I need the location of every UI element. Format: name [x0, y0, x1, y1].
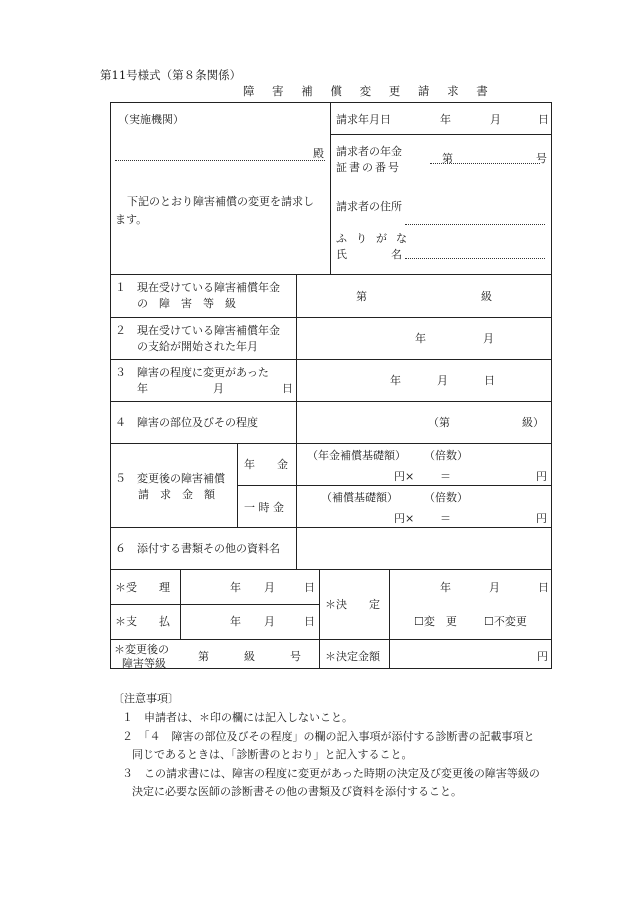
- row5-pension-equals: ＝: [440, 470, 451, 483]
- decision-label: ＊決 定: [325, 598, 380, 611]
- new-grade-prefix: 第: [198, 650, 209, 663]
- row2-month: 月: [483, 332, 494, 345]
- row5-label-line1: ５ 変更後の障害補償: [115, 472, 225, 485]
- note-3-line1: ３ この請求書には、障害の程度に変更があった時期の決定及び変更後の障害等級の: [122, 767, 540, 780]
- decided-amount-unit: 円: [537, 650, 548, 663]
- row5-pension-label: 年 金: [244, 458, 288, 471]
- row1-grade-suffix: 級: [481, 290, 492, 303]
- page-title: 障 害 補 償 変 更 請 求 書: [243, 84, 495, 98]
- row3-month: 月: [437, 374, 448, 387]
- row5-lump-equals: ＝: [440, 512, 451, 525]
- row5-label-line2: 請 求 金 額: [138, 488, 215, 501]
- note-2-line2: 同じであるときは、「診断書のとおり」と記入すること。: [132, 748, 413, 761]
- pension-number-prefix: 第: [442, 152, 453, 165]
- payment-year: 年: [230, 615, 241, 628]
- row4-grade-prefix: （第: [428, 416, 450, 429]
- decision-year: 年: [440, 581, 451, 594]
- receipt-day: 日: [304, 581, 315, 594]
- note-1: １ 申請者は、＊印の欄には記入しないこと。: [122, 711, 353, 724]
- new-grade-mid: 級: [244, 650, 255, 663]
- row2-label-line2: の支給が開始された年月: [137, 340, 258, 353]
- address-label: 請求者の住所: [336, 200, 402, 213]
- form-number-label: 第11号様式（第８条関係）: [100, 68, 242, 82]
- pension-number-suffix: 号: [536, 152, 547, 165]
- row5-lump-multiplier-label: （倍数）: [424, 491, 468, 504]
- row5-pension-multiplier-label: （倍数）: [424, 449, 468, 462]
- receipt-label: ＊受 理: [115, 581, 170, 594]
- pension-number-label-1: 請求者の年金: [336, 145, 402, 158]
- nochange-checkbox[interactable]: ☐不変更: [484, 615, 527, 628]
- row1-label-line2: の 障 害 等 級: [137, 297, 236, 310]
- request-date-year: 年: [440, 113, 451, 126]
- change-checkbox[interactable]: ☐変 更: [414, 615, 457, 628]
- decision-month: 月: [489, 581, 500, 594]
- row5-lump-base-label: （補償基礎額）: [321, 491, 398, 504]
- new-grade-label-line1: ＊変更後の: [114, 643, 169, 656]
- row2-year: 年: [415, 332, 426, 345]
- name-label: 氏名: [336, 248, 446, 261]
- row5-pension-base-label: （年金補償基礎額）: [307, 449, 406, 462]
- receipt-year: 年: [230, 581, 241, 594]
- row5-lump-yen: 円: [536, 512, 547, 525]
- pension-number-label-2: 証書の番号: [336, 161, 401, 174]
- row5-lump-label: 一 時 金: [244, 501, 284, 514]
- row5-pension-yen: 円: [536, 470, 547, 483]
- new-grade-suffix: 号: [290, 650, 301, 663]
- decided-amount-label: ＊決定金額: [325, 650, 380, 663]
- request-date-month: 月: [490, 113, 501, 126]
- request-date-label: 請求年月日: [336, 113, 391, 126]
- row5-pension-yen-times: 円×: [394, 470, 415, 483]
- note-3-line2: 決定に必要な医師の診断書その他の書類及び資料を添付すること。: [132, 785, 462, 798]
- agency-label: （実施機関）: [118, 113, 184, 126]
- row1-grade-prefix: 第: [356, 290, 367, 303]
- row3-label-month: 月: [213, 382, 224, 395]
- row3-label-year: 年: [137, 382, 148, 395]
- payment-month: 月: [264, 615, 275, 628]
- row3-label-day: 日: [282, 382, 293, 395]
- payment-day: 日: [304, 615, 315, 628]
- request-statement-line2: ます。: [115, 213, 148, 226]
- addressee-suffix: 殿: [313, 147, 324, 160]
- row3-year: 年: [390, 374, 401, 387]
- row6-label: ６ 添付する書類その他の資料名: [115, 542, 280, 555]
- request-statement-line1: 下記のとおり障害補償の変更を請求し: [127, 195, 314, 208]
- request-date-day: 日: [538, 113, 549, 126]
- note-2-line1: ２ 「４ 障害の部位及びその程度」の欄の記入事項が添付する診断書の記載事項と: [122, 730, 535, 743]
- new-grade-label-line2: 障害等級: [122, 657, 166, 670]
- row5-lump-yen-times: 円×: [394, 512, 415, 525]
- furigana-label: ふりがな: [336, 232, 416, 245]
- payment-label: ＊支 払: [115, 615, 170, 628]
- notes-heading: 〔注意事項〕: [113, 692, 179, 705]
- row4-label: ４ 障害の部位及びその程度: [115, 416, 258, 429]
- row1-label-line1: １ 現在受けている障害補償年金: [115, 281, 280, 294]
- row3-day: 日: [484, 374, 495, 387]
- decision-day: 日: [538, 581, 549, 594]
- receipt-month: 月: [264, 581, 275, 594]
- row3-label-line1: ３ 障害の程度に変更があった: [115, 366, 269, 379]
- row4-grade-suffix: 級）: [522, 416, 544, 429]
- row2-label-line1: ２ 現在受けている障害補償年金: [115, 324, 280, 337]
